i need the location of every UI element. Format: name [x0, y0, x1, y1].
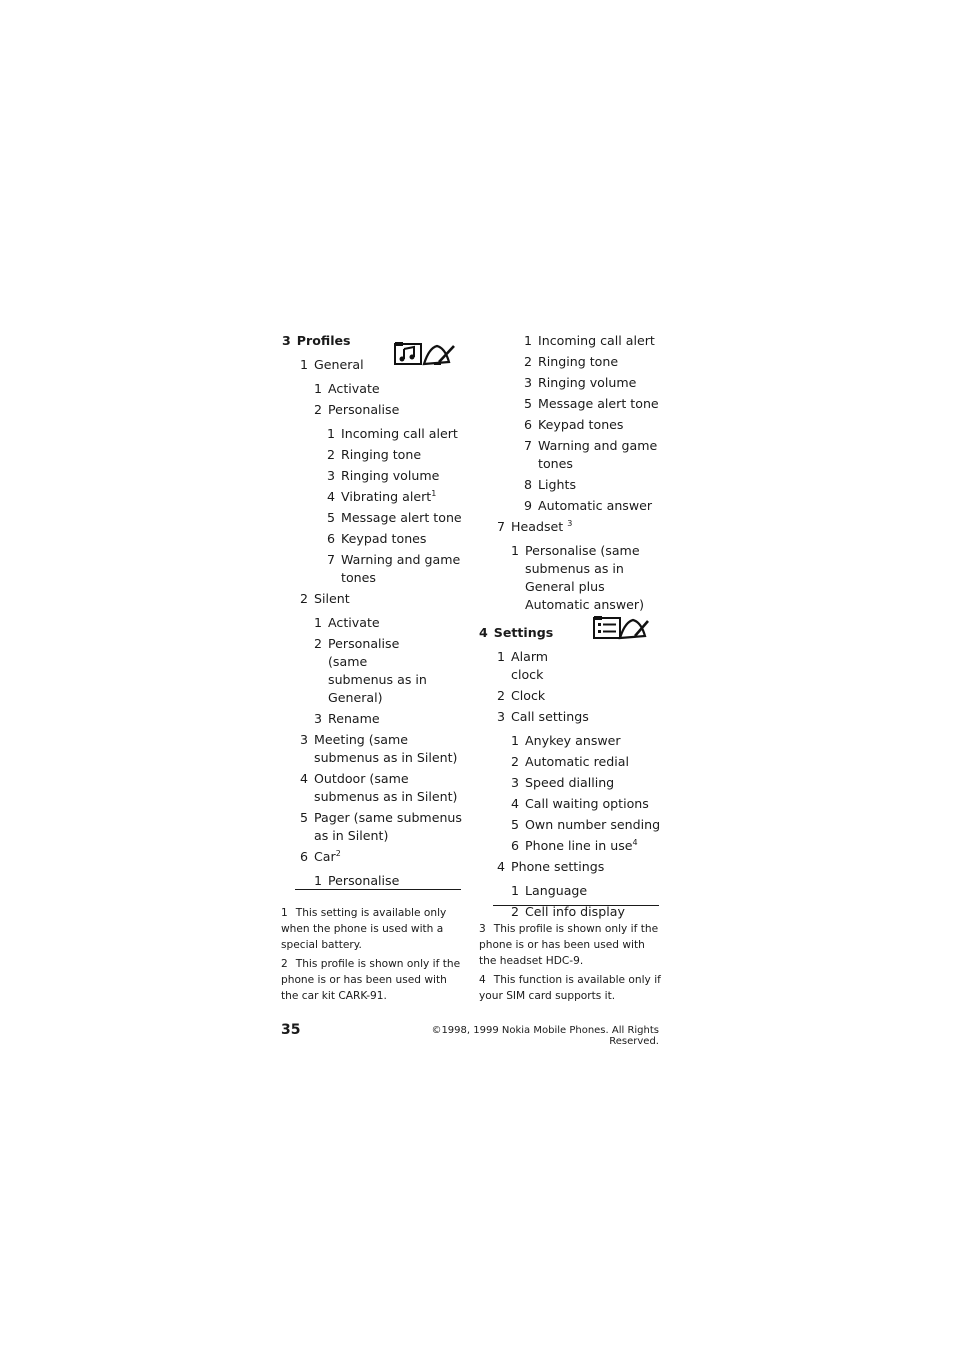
menu-item: 9 Automatic answer	[524, 498, 653, 513]
footnote-ref: 3	[567, 518, 573, 528]
footnote-ref: 2	[335, 848, 341, 858]
footnote: 4 This function is available only if your SIM card supports it.	[479, 974, 661, 1002]
menu-item: 6 Phone line in use$^4$	[511, 837, 638, 853]
menu-item: 7 Warning and game tones	[327, 552, 461, 585]
menu-item: 1 Incoming call alert	[327, 426, 458, 441]
menu-item: 8 Lights	[524, 477, 577, 492]
menu-item: 6 Keypad tones	[524, 417, 624, 432]
menu-item: 3 Ringing volume	[524, 375, 637, 390]
menu-item: 1 Incoming call alert	[524, 333, 655, 348]
menu-item-clock: 2 Clock	[497, 688, 546, 703]
menu-item: 7 Warning and game tones	[524, 438, 658, 471]
footnote: 1 This setting is available only when the phone is used with a special battery.	[281, 907, 447, 951]
menu-item: 1 Personalise	[314, 873, 400, 888]
footnotes-left	[281, 905, 463, 1007]
menu-item: 2 Personalise	[314, 402, 400, 417]
menu-item: 3 Speed dialling	[511, 775, 615, 790]
menu-item: 4 Vibrating alert$^1$	[327, 488, 437, 504]
footnote-divider	[493, 905, 659, 906]
menu-item-alarm-clock: 1 Alarm clock	[497, 649, 549, 682]
menu-item: 2 Cell info display	[511, 904, 625, 919]
menu-item: 5 Message alert tone	[524, 396, 659, 411]
menu-item-general: 1 General	[300, 357, 364, 372]
menu-item: 2 Automatic redial	[511, 754, 629, 769]
menu-item: 1 Language	[511, 883, 588, 898]
footnote-ref: 4	[632, 837, 638, 847]
profiles-menu-icon	[393, 340, 457, 371]
menu-item: 3 Rename	[314, 711, 380, 726]
menu-item: 5 Message alert tone	[327, 510, 462, 525]
footnote: 2 This profile is shown only if the phone is or has been used with the car kit CARK-91.	[281, 958, 461, 1002]
menu-item-settings: 4 Settings	[479, 625, 554, 640]
menu-item: 4 Call waiting options	[511, 796, 649, 811]
menu-item: 2 Ringing tone	[327, 447, 422, 462]
menu-item: 1 Personalise (same submenus as in General plus Automatic answer)	[511, 543, 645, 612]
settings-menu-icon	[592, 614, 650, 645]
menu-item: 1 Anykey answer	[511, 733, 621, 748]
footnote: 3 This profile is shown only if the phone is or has been used with the headset HDC-9.	[479, 923, 659, 967]
page-number: 35	[281, 1022, 301, 1038]
menu-item-car: 6 Car$^2$	[300, 848, 341, 864]
menu-item-outdoor: 4 Outdoor (same submenus as in Silent)	[300, 771, 458, 804]
menu-item: 3 Ringing volume	[327, 468, 440, 483]
menu-item: 1 Activate	[314, 615, 380, 630]
menu-item-call-settings: 3 Call settings	[497, 709, 589, 724]
copyright-notice: ©1998, 1999 Nokia Mobile Phones. All Rights Reserved.	[431, 1025, 659, 1047]
menu-item: 2 Personalise (same submenus as in General)	[314, 636, 427, 705]
menu-item: 2 Ringing tone	[524, 354, 619, 369]
footnote-divider	[295, 889, 461, 890]
menu-item-headset: 7 Headset $^3$	[497, 518, 573, 534]
menu-item: 5 Own number sending	[511, 817, 661, 832]
footnote-ref: 1	[431, 488, 437, 498]
menu-item-profiles: 3 Profiles	[282, 333, 351, 348]
menu-item: 6 Keypad tones	[327, 531, 427, 546]
menu-item-pager: 5 Pager (same submenus as in Silent)	[300, 810, 462, 843]
menu-item-phone-settings: 4 Phone settings	[497, 859, 605, 874]
menu-item-silent: 2 Silent	[300, 591, 350, 606]
footnotes-right	[479, 921, 661, 1007]
menu-item: 1 Activate	[314, 381, 380, 396]
menu-column-left	[282, 332, 464, 890]
menu-item-meeting: 3 Meeting (same submenus as in Silent)	[300, 732, 458, 765]
